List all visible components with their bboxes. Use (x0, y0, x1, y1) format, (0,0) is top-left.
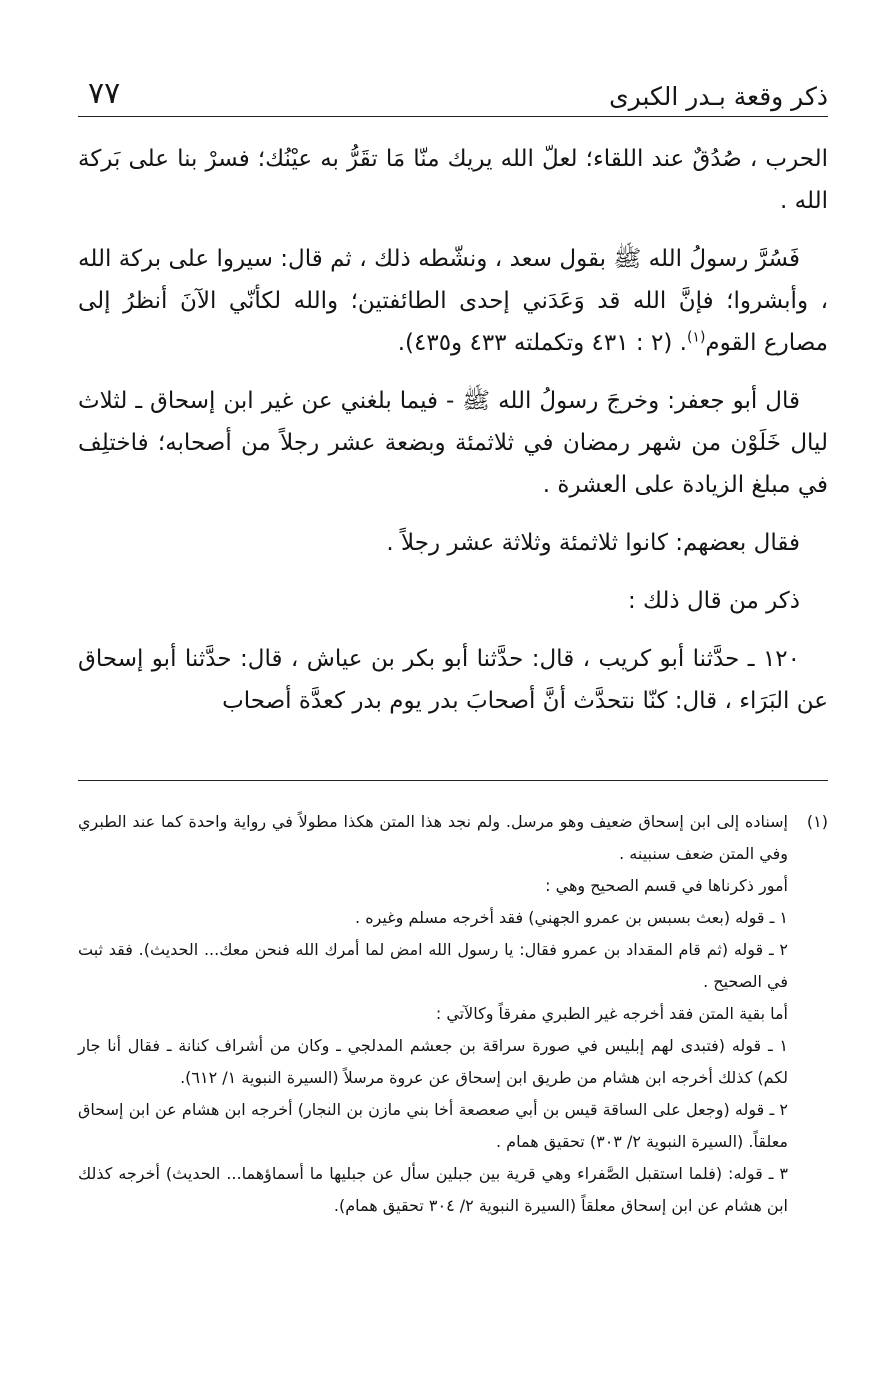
paragraph-2-text: فَسُرَّ رسولُ الله ﷺ بقول سعد ، ونشّطه ذلك ، ثم قال: سيروا على بركة الله ، وأبشروا؛ فإنَّ الله قد وَعَدَني إحدى الطائفتين؛ والله لكأنّي الآنَ أنظرُ إلى مصارع القوم (78, 246, 828, 356)
paragraph-1: الحرب ، صُدُقٌ عند اللقاء؛ لعلّ الله يريك منّا مَا تقَرُّ به عيْنُك؛ فسرْ بنا على بَركة الله . (78, 146, 828, 214)
footnote-line: ١ ـ قوله (بعث بسبس بن عمرو الجهني) فقد أخرجه مسلم وغيره . (355, 908, 788, 927)
footnote-line: ٢ ـ قوله (ثم قام المقداد بن عمرو فقال: يا رسول الله امض لما أمرك الله فنحن معك... الحديث). فقد ثبت في الصحيح . (78, 940, 788, 991)
header-rule (78, 116, 828, 117)
paragraph-2 (78, 238, 828, 364)
page-number: ٧٧ (88, 76, 121, 111)
main-text (78, 138, 828, 738)
paragraph-5: ذكر من قال ذلك : (627, 588, 800, 614)
footnote-line: أمور ذكرناها في قسم الصحيح وهي : (545, 876, 788, 895)
footnote-line: ٢ ـ قوله (وجعل على الساقة قيس بن أبي صعصعة أخا بني مازن بن النجار) أخرجه ابن هشام عن ابن إسحاق معلقاً. (السيرة النبوية ٢/ ٣٠٣) تحقيق همام . (78, 1100, 788, 1151)
footnote-line: إسناده إلى ابن إسحاق ضعيف وهو مرسل. ولم نجد هذا المتن هكذا مطولاً في رواية واحدة كما عند الطبري وفي المتن ضعف سنبينه . (78, 812, 788, 863)
footnote-marker: (١) (806, 812, 828, 831)
paragraph-4: فقال بعضهم: كانوا ثلاثمئة وثلاثة عشر رجلاً . (386, 530, 800, 556)
footnote-rule (78, 780, 828, 781)
running-title: ذكر وقعة بـدر الكبرى (609, 82, 828, 111)
footnote-line: ١ ـ قوله (فتبدى لهم إبليس في صورة سراقة بن جعشم المدلجي ـ وكان من أشراف كنانة ـ فقال أنا جار لكم) كذلك أخرجه ابن هشام من طريق ابن إسحاق عن عروة مرسلاً (السيرة النبوية ١/ ٦١٢). (78, 1036, 788, 1087)
footnote-body (78, 806, 788, 1222)
footnote-line: ٣ ـ قوله: (فلما استقبل الصَّفراء وهي قرية بين جبلين سأل عن جبليها ما أسماؤهما... الحديث) أخرجه كذلك ابن هشام عن ابن إسحاق معلقاً (السيرة النبوية ٢/ ٣٠٤ تحقيق همام). (78, 1164, 788, 1215)
citation: . (٢ : ٤٣١ وتكملته ٤٣٣ و٤٣٥). (397, 330, 687, 356)
footnote-reference: (١) (686, 329, 706, 346)
footnote (78, 806, 828, 1222)
running-header (78, 70, 828, 116)
paragraph-6: ١٢٠ ـ حدَّثنا أبو كريب ، قال: حدَّثنا أبو بكر بن عياش ، قال: حدَّثنا أبو إسحاق عن البَرَاء ، قال: كنّا نتحدَّث أنَّ أصحابَ بدر يوم بدر كعدَّة أصحاب (78, 646, 828, 714)
footnote-line: أما بقية المتن فقد أخرجه غير الطبري مفرقاً وكالآتي : (435, 1004, 788, 1023)
paragraph-3: قال أبو جعفر: وخرجَ رسولُ الله ﷺ - فيما بلغني عن غير ابن إسحاق ـ لثلاث ليال خَلَوْن من شهر رمضان في ثلاثمئة وبضعة عشر رجلاً من أصحابه؛ فاختلِف في مبلغ الزيادة على العشرة . (78, 388, 828, 498)
book-page (78, 70, 828, 1370)
